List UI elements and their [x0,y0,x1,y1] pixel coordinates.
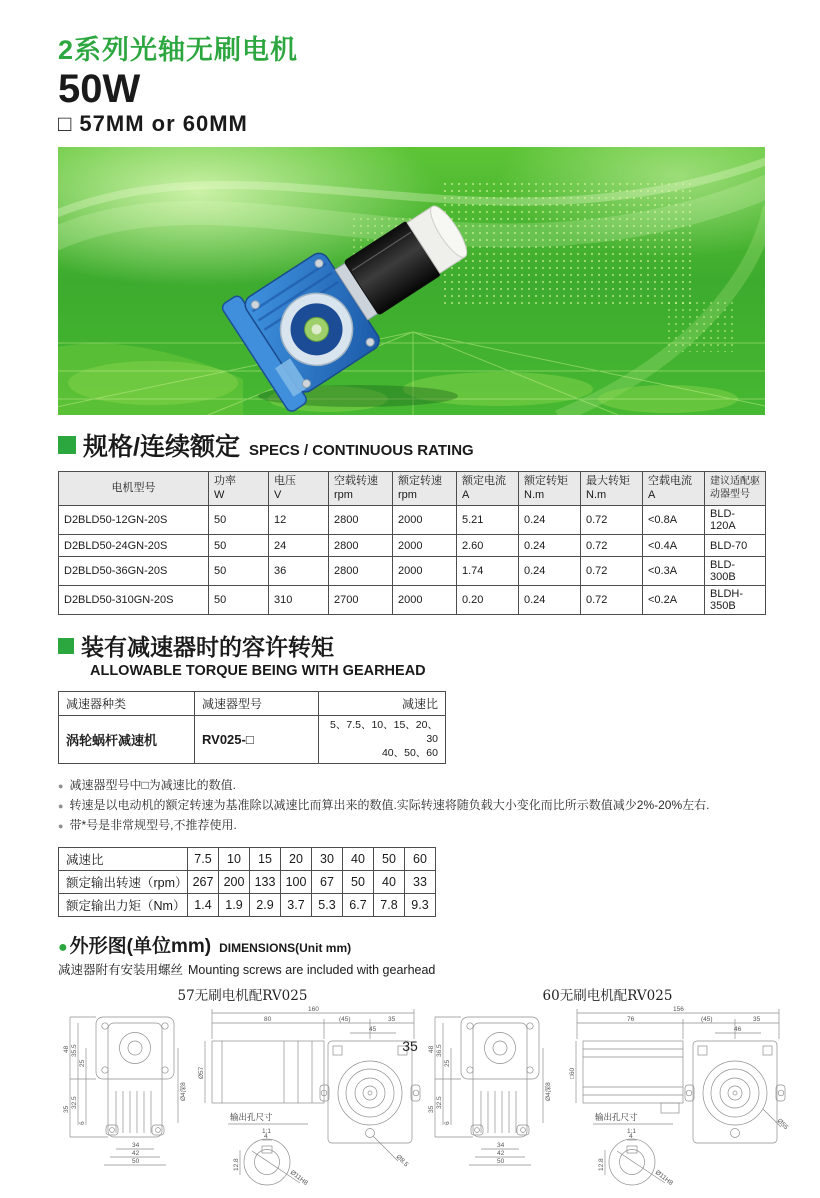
cell: 50 [209,535,269,557]
svg-text:Ø11H8: Ø11H8 [288,1168,309,1187]
product-banner [58,147,765,415]
section-torque-title [58,629,765,662]
cell: 9.3 [405,893,436,916]
svg-text:12.8: 12.8 [598,1157,605,1171]
cell: <0.2A [643,586,705,615]
section-torque-zh: 装有减速器时的容许转矩 [81,634,334,660]
svg-text:80: 80 [264,1015,272,1023]
svg-text:25: 25 [79,1059,86,1067]
cell: 5、7.5、10、15、20、30 40、50、60 [319,716,446,764]
cell: 0.24 [519,586,581,615]
svg-text:156: 156 [673,1005,684,1013]
dimensions-en: DIMENSIONS(Unit mm) [219,940,352,955]
dimensions-zh: 外形图(单位mm) [69,935,212,957]
cell: 40 [374,870,405,893]
dimensions-subnote: 减速器附有安装用螺丝 Mounting screws are included with gearhead [58,962,436,977]
cell: 36 [269,557,329,586]
drawing-60-figure [425,1005,790,1193]
cell: D2BLD50-36GN-20S [59,557,209,586]
note-item: ● 转速是以电动机的额定转速为基准除以减速比而算出来的数值.实际转速将随负载大小变化而比所示数值减少2%-20%左右. [58,797,710,812]
row-header: 额定输出转速（rpm） [59,870,188,893]
svg-text:6: 6 [79,1120,86,1125]
side-view [569,1006,789,1187]
svg-text:46: 46 [734,1025,742,1033]
col-header: 减速器型号 [195,692,319,716]
col-header: 建议适配驱动器型号 [705,472,766,506]
drawing-60-title: 60无刷电机配RV025 [542,987,673,1004]
drawing-57 [60,984,425,1198]
cell: 0.72 [581,535,643,557]
spec-header-row [59,472,766,506]
green-square-icon [58,638,74,654]
cell: 0.20 [457,586,519,615]
svg-text:1:1: 1:1 [262,1127,272,1135]
cell: 2800 [329,535,393,557]
cell: 133 [250,870,281,893]
drawing-57-figure [60,1005,425,1193]
cell: 100 [281,870,312,893]
cell: 15 [250,847,281,870]
cell: D2BLD50-310GN-20S [59,586,209,615]
cell: 1.74 [457,557,519,586]
output-hole-detail [593,1112,674,1187]
section-specs-zh: 规格/连续额定 [83,433,240,461]
svg-text:35.5: 35.5 [71,1043,78,1057]
spec-row [59,557,766,586]
col-header: 减速比 [319,692,446,716]
dotted-world-map [443,182,693,307]
banner-illustration [58,147,765,415]
col-header: 最大转矩 N.m [581,472,643,506]
cell: 10 [219,847,250,870]
cell: 5.3 [312,893,343,916]
cell: 7.8 [374,893,405,916]
svg-text:50: 50 [497,1157,505,1165]
cell: 60 [405,847,436,870]
svg-text:6: 6 [444,1120,451,1125]
svg-text:Ø8.5: Ø8.5 [394,1152,410,1168]
svg-text:160: 160 [308,1005,319,1013]
power-rating: 50W [58,67,141,111]
col-header: 额定电流 A [457,472,519,506]
cell: 2800 [329,557,393,586]
svg-text:(45): (45) [701,1015,713,1023]
green-dot-icon: ● [58,938,68,956]
cell: <0.4A [643,535,705,557]
svg-text:□60: □60 [569,1067,576,1079]
cell: 2.60 [457,535,519,557]
bullet-icon: ● [58,820,64,831]
cell: 0.24 [519,535,581,557]
svg-text:Ø4深8: Ø4深8 [545,1081,552,1101]
col-header: 额定转速 rpm [393,472,457,506]
svg-text:Ø4深8: Ø4深8 [180,1081,187,1101]
gearhead-header-row [59,692,446,716]
gearhead-table [58,691,446,764]
cell: 33 [405,870,436,893]
row-header: 减速比 [59,847,188,870]
cell: 50 [209,586,269,615]
bullet-icon: ● [58,800,64,811]
svg-text:Ø11H8: Ø11H8 [653,1168,674,1187]
svg-text:4: 4 [629,1132,633,1140]
svg-text:32.5: 32.5 [71,1095,78,1109]
col-header: 额定转矩 N.m [519,472,581,506]
cell: 0.24 [519,506,581,535]
cell: 12 [269,506,329,535]
gearhead-data-row [59,716,446,764]
side-view [198,1006,420,1187]
svg-text:1:1: 1:1 [627,1127,637,1135]
cell: 2000 [393,586,457,615]
cell: 310 [269,586,329,615]
svg-text:42: 42 [497,1149,505,1157]
cell: 6.7 [343,893,374,916]
cell: <0.8A [643,506,705,535]
cell: 50 [209,506,269,535]
col-header: 减速器种类 [59,692,195,716]
cell: 2700 [329,586,393,615]
note-item: ● 减速器型号中□为减速比的数值. [58,777,237,792]
col-header: 功率 W [209,472,269,506]
svg-text:35: 35 [428,1105,435,1113]
cell: 0.72 [581,586,643,615]
cell: RV025-□ [195,716,319,764]
cell: <0.3A [643,557,705,586]
series-title: 2系列光轴无刷电机 [58,35,299,65]
svg-text:76: 76 [627,1015,635,1023]
section-specs-title [58,427,765,463]
cell: 50 [343,870,374,893]
svg-text:34: 34 [132,1141,140,1149]
drawing-57-title: 57无刷电机配RV025 [177,987,308,1004]
spec-row [59,506,766,535]
cell: 0.72 [581,506,643,535]
cell: 2000 [393,535,457,557]
cell: BLD-120A [705,506,766,535]
section-specs-en: SPECS / CONTINUOUS RATING [248,442,474,459]
svg-text:35: 35 [63,1105,70,1113]
page-number: 35 [402,1038,418,1054]
svg-text:34: 34 [497,1141,505,1149]
cell: 5.21 [457,506,519,535]
spec-row [59,535,766,557]
cell: 0.72 [581,557,643,586]
notes [58,776,765,833]
cell: 1.9 [219,893,250,916]
svg-text:(45): (45) [339,1015,351,1023]
svg-text:45: 45 [369,1025,377,1033]
torque-row [59,893,436,916]
cell: 0.24 [519,557,581,586]
svg-text:输出孔尺寸: 输出孔尺寸 [595,1111,638,1122]
row-header: 额定输出力矩（Nm） [59,893,188,916]
col-header: 电机型号 [59,472,209,506]
svg-text:32.5: 32.5 [436,1095,443,1109]
cell: 涡轮蜗杆减速机 [59,716,195,764]
cell: 24 [269,535,329,557]
section-torque-en: ALLOWABLE TORQUE BEING WITH GEARHEAD [90,663,426,679]
svg-text:Ø55: Ø55 [775,1116,790,1131]
cell: D2BLD50-24GN-20S [59,535,209,557]
cell: 2000 [393,506,457,535]
cell: BLD-70 [705,535,766,557]
cell: D2BLD50-12GN-20S [59,506,209,535]
spec-table [58,471,766,615]
spec-row [59,586,766,615]
frame-size: □ 57MM or 60MM [58,111,248,136]
ratio-row [59,847,436,870]
svg-text:Ø57: Ø57 [198,1066,205,1079]
col-header: 电压 V [269,472,329,506]
cell: 30 [312,847,343,870]
col-header: 空载电流 A [643,472,705,506]
svg-text:输出孔尺寸: 输出孔尺寸 [230,1111,273,1122]
dimensions-heading [58,931,765,958]
svg-text:4: 4 [264,1132,268,1140]
svg-text:50: 50 [132,1157,140,1165]
cell: 267 [188,870,219,893]
cell: 50 [374,847,405,870]
svg-text:42: 42 [132,1149,140,1157]
drawings-row [60,984,790,1198]
bullet-icon: ● [58,780,64,791]
cell: 2800 [329,506,393,535]
cell: 1.4 [188,893,219,916]
note-item: ● 带*号是非常规型号,不推荐使用. [58,817,237,832]
cell: BLDH-350B [705,586,766,615]
svg-text:12.8: 12.8 [233,1157,240,1171]
svg-text:48: 48 [63,1045,70,1053]
cell: 2.9 [250,893,281,916]
col-header: 空载转速 rpm [329,472,393,506]
cell: 3.7 [281,893,312,916]
svg-text:35: 35 [753,1015,761,1023]
svg-text:25: 25 [444,1059,451,1067]
speed-row [59,870,436,893]
green-square-icon [58,436,76,454]
cell: BLD-300B [705,557,766,586]
cell: 2000 [393,557,457,586]
svg-text:35: 35 [388,1015,396,1023]
drawing-60 [425,984,790,1198]
cell: 67 [312,870,343,893]
cell: 20 [281,847,312,870]
cell: 200 [219,870,250,893]
cell: 7.5 [188,847,219,870]
cell: 50 [209,557,269,586]
svg-text:36.5: 36.5 [436,1043,443,1057]
svg-text:48: 48 [428,1045,435,1053]
cell: 40 [343,847,374,870]
output-hole-detail [228,1112,309,1187]
ratio-table [58,847,436,917]
